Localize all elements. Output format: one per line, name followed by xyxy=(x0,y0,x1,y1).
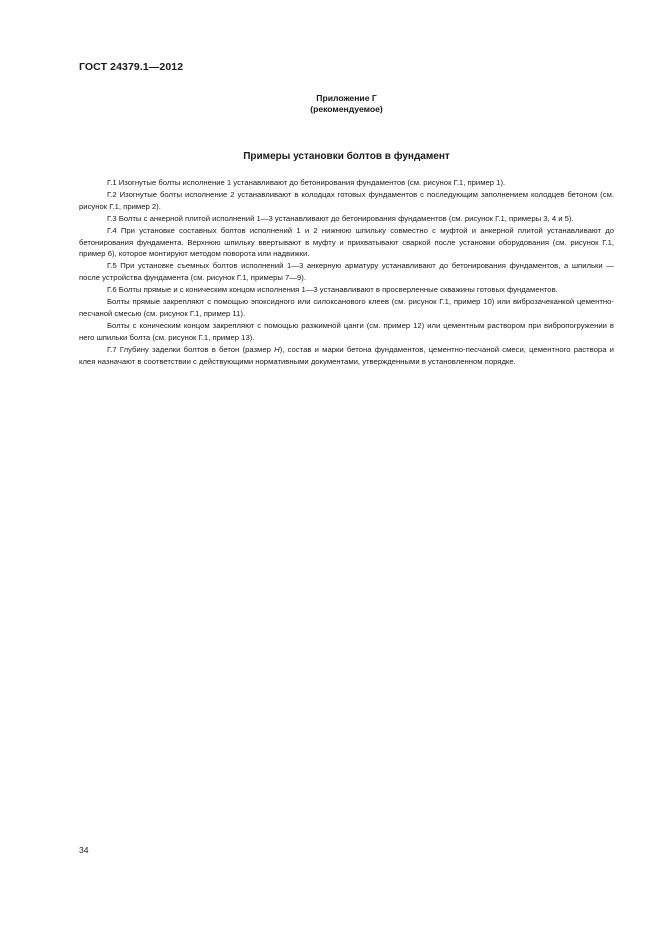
paragraph-g7-symbol: H xyxy=(274,344,280,354)
paragraph-g4: Г.4 При установке составных болтов исполнений 1 и 2 нижнюю шпильку совместно с муфтой и анкерной плитой устанавливают до бетонирования фундамента. Верхнюю шпильку ввертывают в муфту и прихватывают сваркой после установки оборудования (см. рисунок Г.1, пример 6), которое монтируют методом поворота или надвижки. xyxy=(79,225,614,259)
page-number: 34 xyxy=(79,845,89,855)
paragraph-g6-straight-bolts: Болты прямые закрепляют с помощью эпоксидного или силоксанового клеев (см. рисунок Г.1, пример 10) или виброзачеканкой цементно-песчаной смесью (см. рисунок Г.1, пример 11). xyxy=(79,297,614,318)
appendix-heading xyxy=(79,93,614,115)
paragraph-g6: Г.6 Болты прямые и с коническим концом исполнения 1—3 устанавливают в просверленные скважины готовых фундаментов. xyxy=(107,285,558,295)
paragraph-g2: Г.2 Изогнутые болты исполнение 2 устанавливают в колодцах готовых фундаментов с последующим заполнением колодцев бетоном (см. рисунок Г.1, пример 2). xyxy=(79,189,614,211)
paragraph-g6-conical-bolts: Болты с коническим концом закрепляют с помощью разжимной цанги (см. пример 12) или цементным раствором при вибропогружении в него шпильки болта (см. рисунок Г.1, пример 13). xyxy=(79,320,614,342)
paragraph-g5: Г.5 При установке съемных болтов исполнений 1—3 анкерную арматуру устанавливают до бетонирования фундаментов, а шпильки — после устройства фундамента (см. рисунок Г.1, примеры 7—9). xyxy=(79,261,614,283)
paragraph-g7-start: Г.7 Глубину заделки болтов в бетон (размер xyxy=(107,344,275,354)
standard-designation: ГОСТ 24379.1—2012 xyxy=(79,61,184,73)
body-text xyxy=(79,177,614,368)
paragraph-g1: Г.1 Изогнутые болты исполнение 1 устанавливают до бетонирования фундаментов (см. рисунок Г.1, пример 1). xyxy=(107,178,506,187)
section-title: Примеры установки болтов в фундамент xyxy=(243,151,450,162)
paragraph-g3: Г.3 Болты с анкерной плитой исполнений 1—3 устанавливают до бетонирования фундаментов (см. рисунок Г.1, примеры 3, 4 и 5). xyxy=(107,213,574,223)
paragraph-g7 xyxy=(79,344,614,368)
paragraph-g7-end: ), состав и марки бетона фундаментов, цементно-песчаной смеси, цементного раствора и клея назначают в соответствии с действующими нормативными документами, утвержденными в установленном порядке. xyxy=(79,344,614,366)
appendix-status: (рекомендуемое) xyxy=(310,104,383,114)
appendix-label: Приложение Г xyxy=(316,93,377,103)
